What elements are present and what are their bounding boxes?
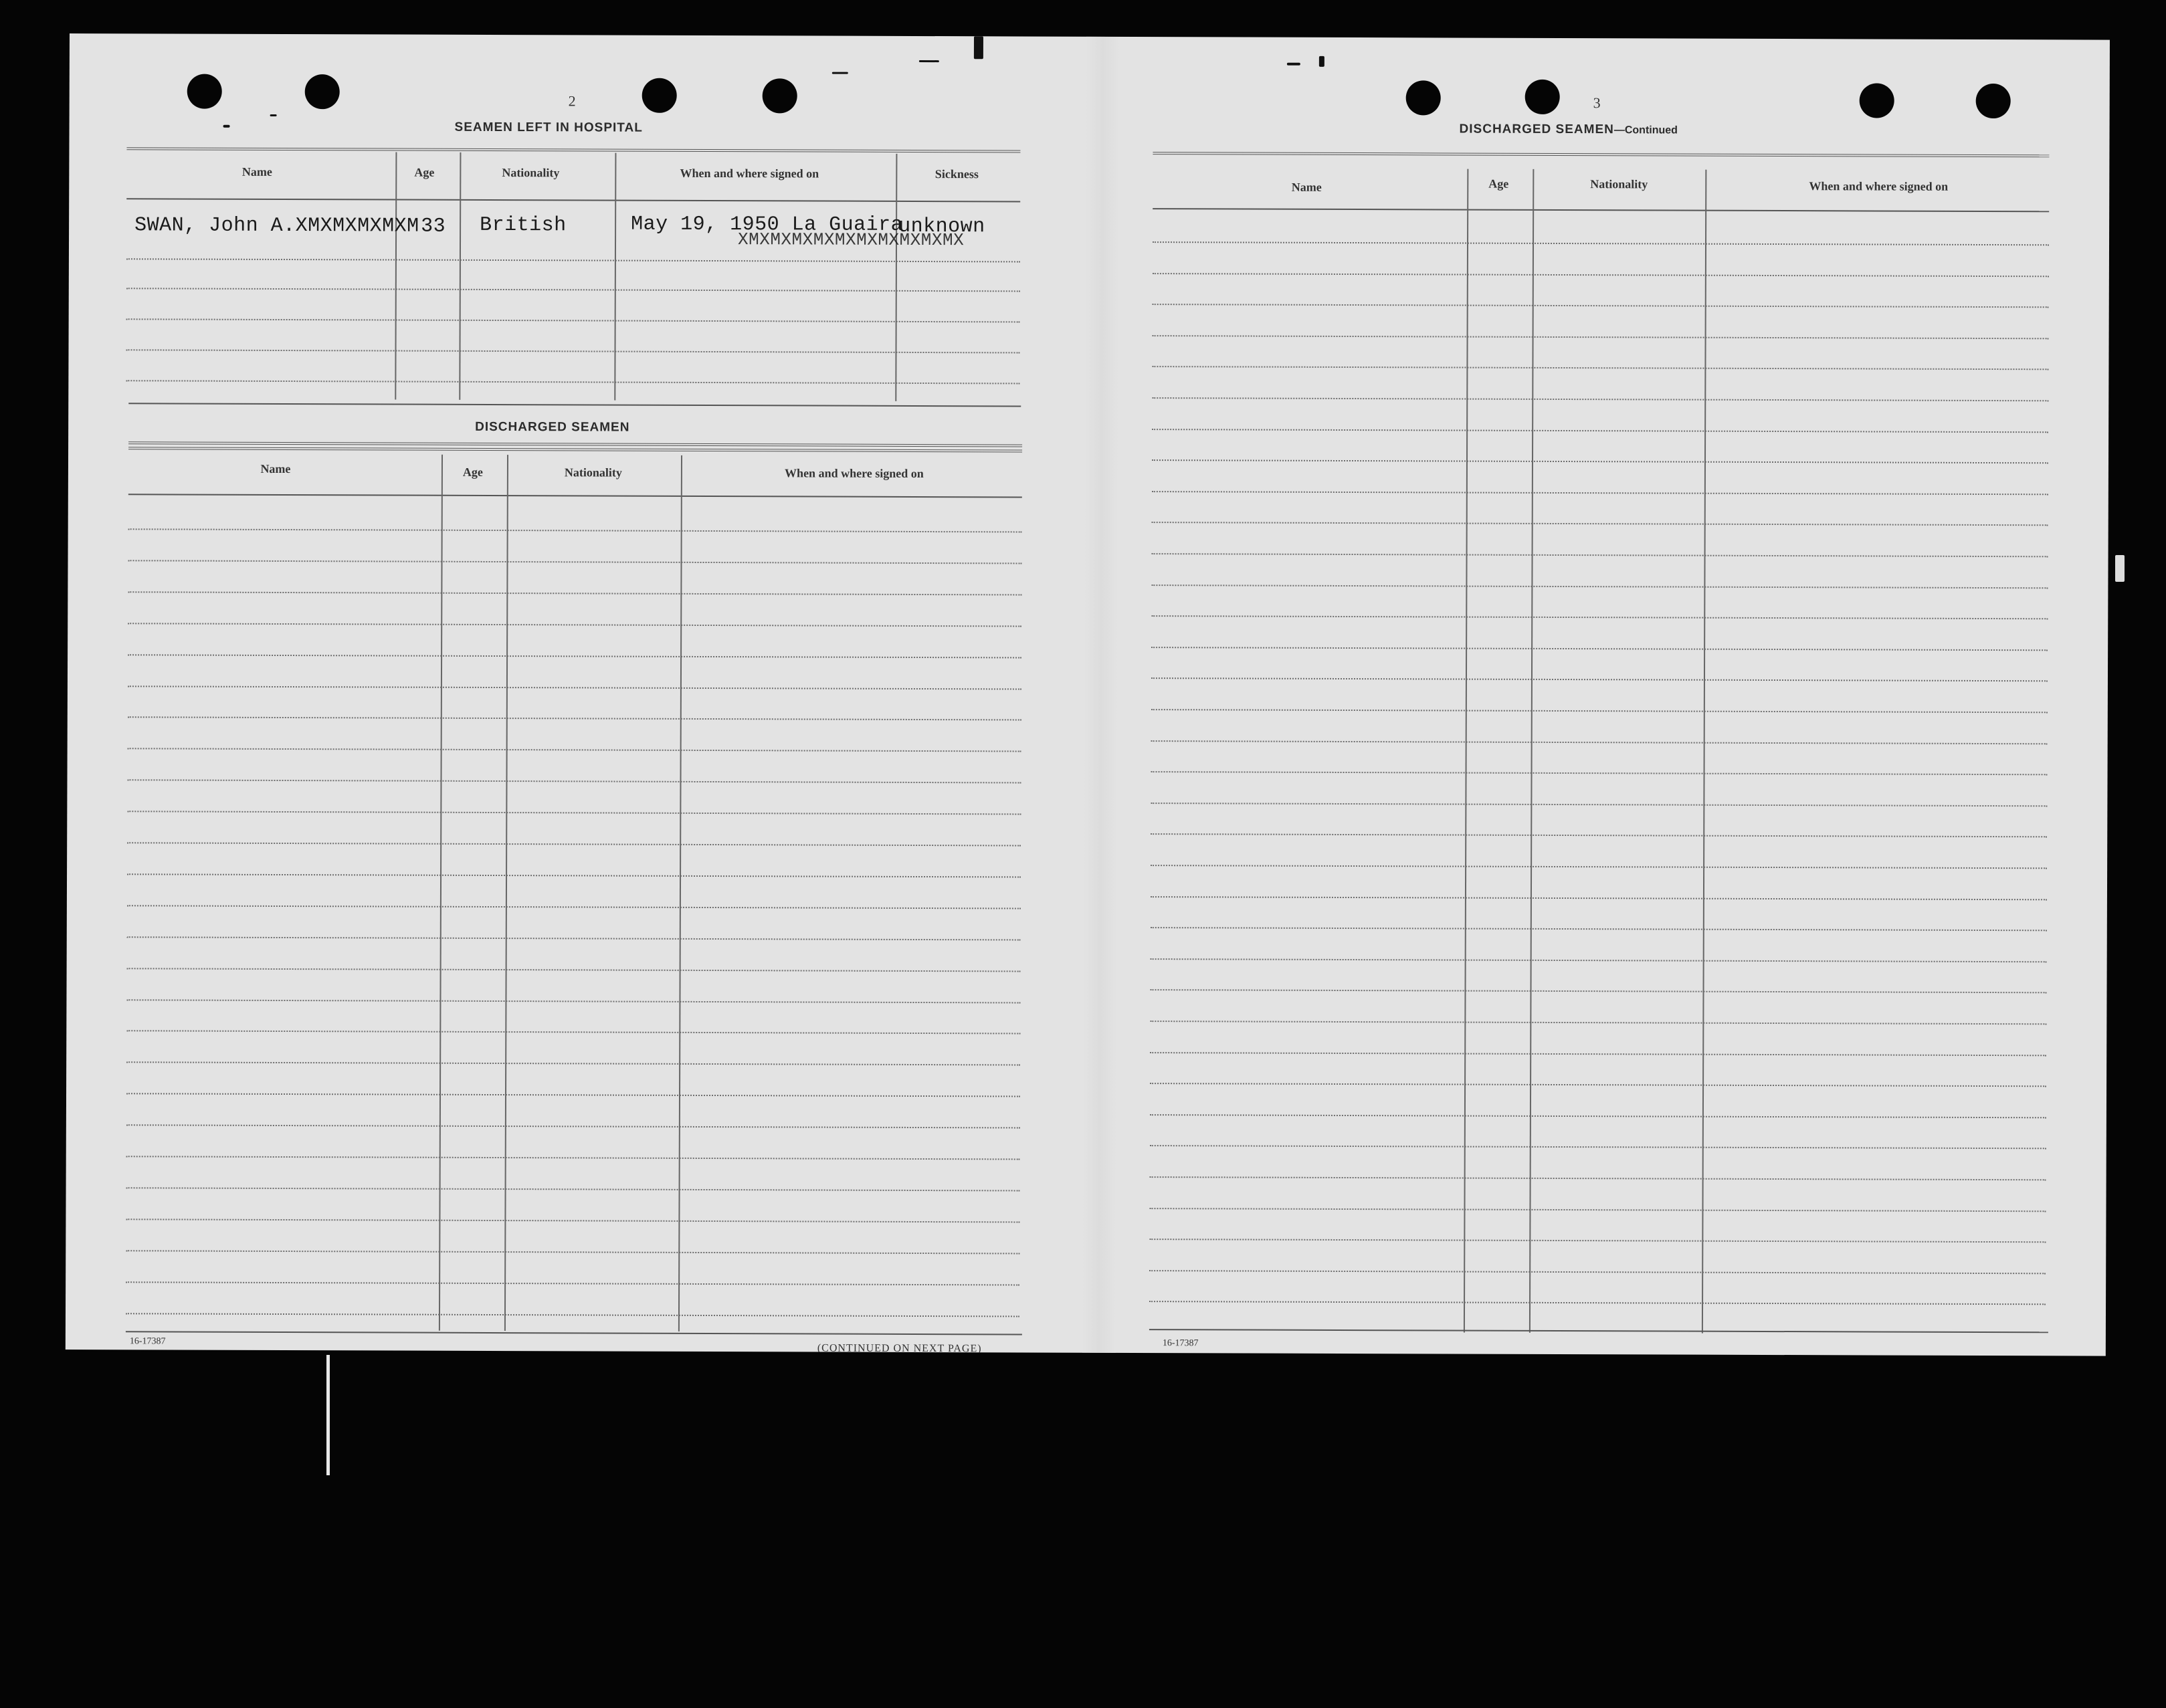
hospital-col-age: Age [414, 165, 435, 179]
hospital-col-nationality: Nationality [502, 166, 560, 180]
discharged-col-divider [439, 455, 443, 1331]
discharged-col-divider [678, 455, 682, 1331]
ink-speck [974, 36, 983, 59]
form-number-right: 16-17387 [1162, 1338, 1199, 1349]
punch-hole [187, 74, 222, 109]
ink-speck [832, 72, 848, 74]
table-row-line [128, 748, 1021, 752]
table-row-line [126, 1062, 1020, 1066]
hospital-section-title: SEAMEN LEFT IN HOSPITAL [454, 120, 643, 135]
table-row-line [1152, 429, 2048, 433]
punch-hole [1976, 84, 2011, 118]
hospital-col-divider [459, 152, 461, 400]
punch-hole [1406, 80, 1441, 115]
scan-artifact [326, 1355, 330, 1475]
right-col-nationality: Nationality [1590, 177, 1648, 191]
table-row-line [1150, 1114, 2046, 1118]
table-row-line [1150, 1145, 2046, 1149]
discharged-header-rule [128, 494, 1022, 498]
table-row-line [1150, 1021, 2046, 1025]
table-row-line [1151, 647, 2048, 651]
table-row-line [126, 999, 1020, 1003]
punch-hole [1525, 80, 1560, 114]
table-row-line [1151, 677, 2048, 681]
discharged-col-name: Name [260, 461, 291, 476]
table-row-line [126, 1218, 1019, 1222]
right-title-suffix: —Continued [1613, 124, 1678, 136]
table-row-line [1149, 1208, 2046, 1212]
page-number-right: 3 [1593, 94, 1601, 112]
discharged-section-title: DISCHARGED SEAMEN [475, 419, 630, 435]
form-number-left: 16-17387 [129, 1336, 166, 1347]
page-gutter [1082, 37, 1120, 1353]
table-row-line [126, 1031, 1020, 1035]
table-row-line [128, 685, 1021, 689]
discharged-col-divider [504, 455, 508, 1331]
table-row-line [1151, 771, 2048, 775]
right-header-rule [1153, 208, 2049, 212]
table-row-line [1153, 241, 2049, 245]
table-row-line [1153, 304, 2049, 308]
table-row-line [127, 873, 1021, 877]
hospital-entry-nationality: British [480, 213, 567, 237]
table-row-line [128, 591, 1021, 595]
continued-note: (CONTINUED ON NEXT PAGE) [817, 1342, 982, 1355]
ink-speck [270, 114, 277, 116]
table-row-line [126, 288, 1020, 292]
ink-speck [1287, 63, 1300, 66]
hospital-top-rule [126, 147, 1020, 152]
table-row-line [1151, 958, 2047, 962]
discharged-col-age: Age [462, 465, 483, 479]
ink-speck [223, 125, 230, 128]
table-row-line [128, 560, 1022, 564]
table-row-line [127, 968, 1021, 972]
hospital-entry-name: SWAN, John A.XMXMXMXMXM [134, 214, 419, 238]
table-row-line [127, 936, 1021, 940]
table-row-line [1152, 553, 2048, 557]
table-row-line [1151, 740, 2048, 744]
table-row-line [1151, 896, 2047, 900]
hospital-col-divider [895, 154, 897, 401]
table-row-line [1151, 709, 2048, 713]
table-row-line [126, 349, 1020, 353]
table-row-line [126, 318, 1020, 322]
table-row-line [1152, 459, 2048, 463]
right-col-divider [1464, 169, 1468, 1333]
table-row-line [1151, 927, 2047, 931]
crew-list-form [66, 33, 2110, 1356]
table-row-line [128, 717, 1021, 721]
table-row-line [126, 1124, 1020, 1128]
right-col-age: Age [1488, 177, 1509, 191]
table-row-line [1152, 397, 2048, 401]
table-row-line [1150, 1052, 2046, 1056]
hospital-col-name: Name [241, 165, 272, 179]
hospital-entry-signed-on: May 19, 1950 La Guaira [631, 213, 904, 237]
table-row-line [126, 1313, 1019, 1317]
hospital-col-divider [395, 152, 397, 400]
right-title-text: DISCHARGED SEAMEN [1459, 122, 1614, 137]
page-number-left: 2 [568, 92, 576, 110]
table-row-line [1150, 1083, 2046, 1087]
hospital-bottom-rule [128, 403, 1021, 407]
table-row-line [126, 1093, 1020, 1097]
table-row-line [1151, 803, 2047, 807]
scan-artifact [2115, 555, 2125, 582]
table-row-line [126, 1250, 1019, 1254]
discharged-col-nationality: Nationality [564, 465, 622, 479]
table-row-line [126, 1156, 1020, 1160]
hospital-col-divider [614, 153, 616, 401]
table-row-line [126, 1187, 1020, 1191]
table-row-line [127, 779, 1021, 783]
table-row-line [1149, 1270, 2046, 1274]
ink-speck [1319, 56, 1324, 67]
discharged-col-signed-on: When and where signed on [785, 466, 924, 481]
ink-speck [919, 60, 939, 62]
table-row-line [1152, 366, 2048, 370]
table-row-line [1149, 1239, 2046, 1243]
table-row-line [1149, 1301, 2046, 1305]
right-col-name: Name [1291, 180, 1322, 194]
table-row-line [1151, 584, 2048, 589]
punch-hole [763, 78, 797, 113]
table-row-line [126, 258, 1020, 262]
discharged-top-rule [128, 441, 1022, 447]
right-bottom-rule [1149, 1329, 2048, 1333]
punch-hole [305, 74, 340, 109]
right-col-divider [1529, 169, 1534, 1333]
hospital-entry-strikeout: XMXMXMXMXMXMXMXMXMXMX [737, 229, 965, 251]
discharged-bottom-rule [126, 1331, 1022, 1335]
punch-hole [1860, 83, 1894, 118]
hospital-col-signed-on: When and where signed on [680, 166, 819, 181]
table-row-line [1152, 491, 2048, 495]
table-row-line [127, 842, 1021, 846]
table-row-line [1150, 1176, 2046, 1180]
hospital-entry-age: 33 [421, 215, 446, 238]
right-col-signed-on: When and where signed on [1809, 179, 1949, 193]
table-row-line [1152, 522, 2048, 526]
hospital-col-sickness: Sickness [934, 167, 979, 181]
right-section-title [1460, 122, 1678, 138]
table-row-line [1151, 615, 2048, 619]
table-row-line [128, 654, 1021, 658]
table-row-line [127, 811, 1021, 815]
right-col-divider [1702, 170, 1706, 1333]
hospital-header-rule [126, 198, 1020, 202]
table-row-line [1151, 865, 2047, 869]
table-row-line [128, 528, 1022, 532]
table-row-line [1151, 989, 2047, 993]
table-row-line [126, 1281, 1019, 1285]
punch-hole [642, 78, 677, 113]
table-row-line [127, 905, 1021, 909]
table-row-line [1153, 335, 2049, 339]
table-row-line [128, 623, 1021, 627]
discharged-rule-2 [128, 447, 1022, 452]
table-row-line [1151, 833, 2047, 837]
right-top-rule [1153, 152, 2049, 157]
table-row-line [1153, 273, 2049, 277]
table-row-line [126, 380, 1019, 384]
hospital-entry-sickness: unknown [898, 215, 985, 239]
